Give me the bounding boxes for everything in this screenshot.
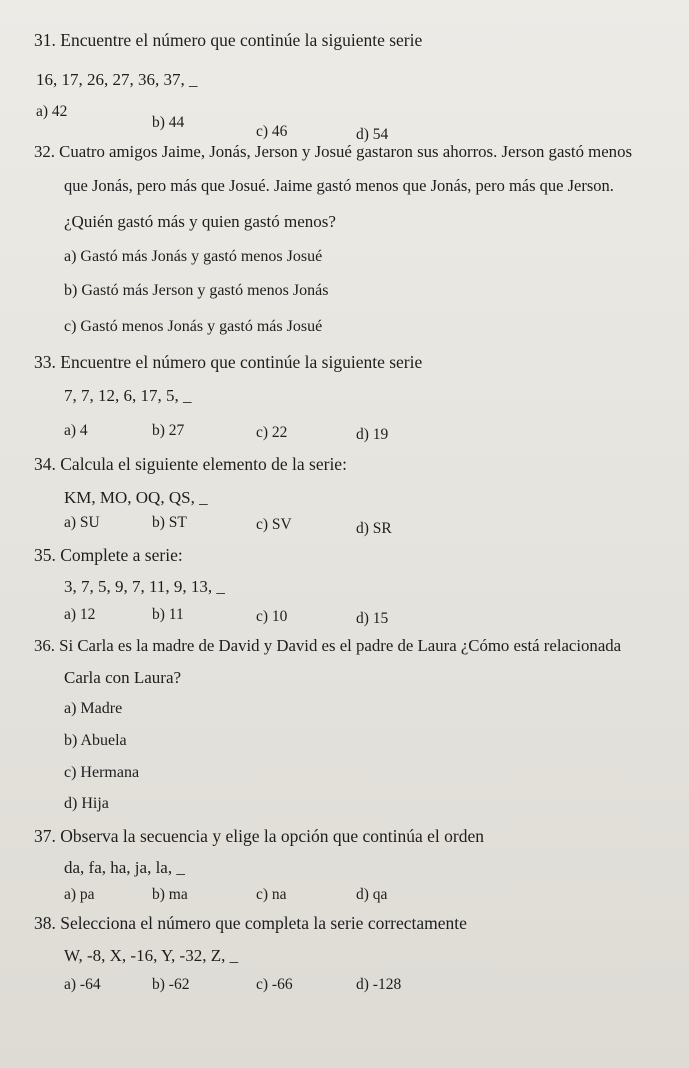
- q33-title: 33. Encuentre el número que continúe la siguiente serie: [34, 352, 423, 372]
- q38-sequence: W, -8, X, -16, Y, -32, Z, _: [64, 946, 239, 965]
- q32-option-a: a) Gastó más Jonás y gastó menos Josué: [64, 248, 323, 265]
- q33-sequence: 7, 7, 12, 6, 17, 5, _: [64, 386, 192, 405]
- q36-option-c: c) Hermana: [64, 764, 140, 781]
- q37-option-d: d) qa: [356, 886, 388, 903]
- q37-option-c: c) na: [256, 886, 287, 903]
- q34-sequence: KM, MO, OQ, QS, _: [64, 488, 208, 507]
- q38-option-c: c) -66: [256, 976, 293, 993]
- q33-option-b: b) 27: [152, 422, 185, 439]
- q36-title: 36. Si Carla es la madre de David y David es el padre de Laura ¿Cómo está relacionada: [34, 636, 622, 655]
- q34-title: 34. Calcula el siguiente elemento de la serie:: [34, 454, 347, 474]
- q35-sequence: 3, 7, 5, 9, 7, 11, 9, 13, _: [64, 577, 225, 596]
- q33-option-c: c) 22: [256, 424, 288, 441]
- q37-sequence: da, fa, ha, ja, la, _: [64, 858, 185, 877]
- q37-option-a: a) pa: [64, 886, 95, 903]
- q34-option-a: a) SU: [64, 514, 100, 531]
- q35-option-d: d) 15: [356, 610, 389, 627]
- q33-option-a: a) 4: [64, 422, 88, 439]
- q31-option-d: d) 54: [356, 126, 389, 143]
- q32-line2: que Jonás, pero más que Josué. Jaime gastó menos que Jonás, pero más que Jerson.: [64, 176, 614, 195]
- q32-option-b: b) Gastó más Jerson y gastó menos Jonás: [64, 282, 329, 299]
- q36-option-d: d) Hija: [64, 795, 109, 812]
- q37-option-b: b) ma: [152, 886, 188, 903]
- q34-option-d: d) SR: [356, 520, 392, 537]
- q35-option-c: c) 10: [256, 608, 288, 625]
- q31-sequence: 16, 17, 26, 27, 36, 37, _: [36, 70, 198, 89]
- q35-title: 35. Complete a serie:: [34, 545, 183, 565]
- q35-option-a: a) 12: [64, 606, 96, 623]
- q33-option-d: d) 19: [356, 426, 389, 443]
- q32-option-c: c) Gastó menos Jonás y gastó más Josué: [64, 318, 323, 335]
- q36-line2: Carla con Laura?: [64, 668, 182, 687]
- q38-option-b: b) -62: [152, 976, 190, 993]
- q38-option-d: d) -128: [356, 976, 402, 993]
- q32-line3: ¿Quién gastó más y quien gastó menos?: [64, 212, 336, 231]
- q36-option-b: b) Abuela: [64, 732, 127, 749]
- q38-title: 38. Selecciona el número que completa la serie correctamente: [34, 913, 467, 933]
- q31-option-c: c) 46: [256, 123, 288, 140]
- q32-title: 32. Cuatro amigos Jaime, Jonás, Jerson y Josué gastaron sus ahorros. Jerson gastó menos: [34, 142, 632, 161]
- q31-option-a: a) 42: [36, 103, 68, 120]
- q38-option-a: a) -64: [64, 976, 101, 993]
- q36-option-a: a) Madre: [64, 700, 123, 717]
- q35-option-b: b) 11: [152, 606, 184, 623]
- q34-option-b: b) ST: [152, 514, 187, 531]
- q31-option-b: b) 44: [152, 114, 185, 131]
- q37-title: 37. Observa la secuencia y elige la opción que continúa el orden: [34, 826, 484, 846]
- q31-title: 31. Encuentre el número que continúe la siguiente serie: [34, 30, 423, 50]
- q34-option-c: c) SV: [256, 516, 292, 533]
